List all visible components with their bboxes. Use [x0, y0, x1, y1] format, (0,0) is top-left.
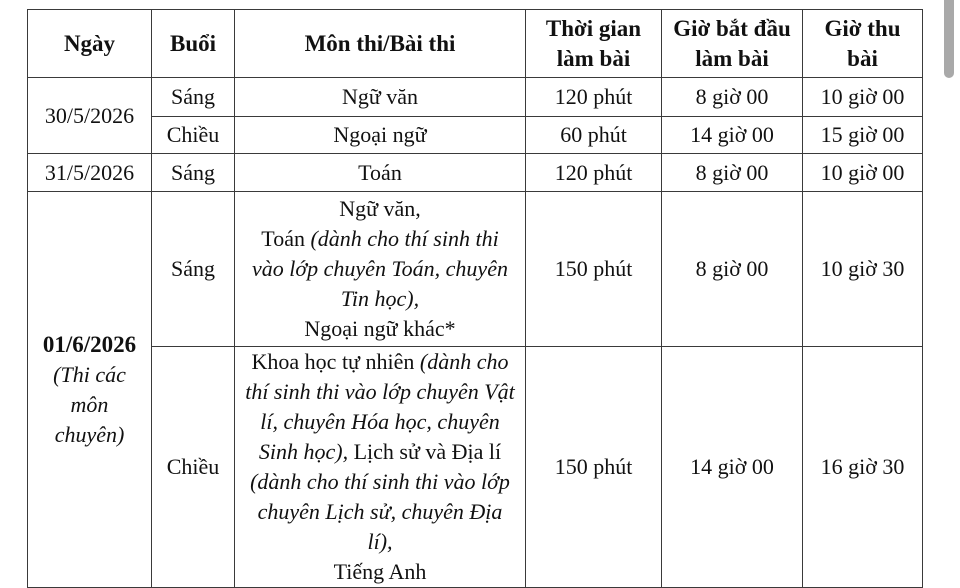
header-start-time: Giờ bắt đầu làm bài	[662, 10, 803, 78]
date-note: (Thi các môn chuyên)	[53, 361, 126, 447]
subject-line: Khoa học tự nhiên	[251, 349, 420, 374]
start-time-cell: 14 giờ 00	[662, 117, 803, 154]
end-time-cell: 10 giờ 00	[803, 154, 923, 192]
table-row	[28, 154, 923, 192]
header-row	[28, 10, 923, 78]
subject-note: (dành cho thí sinh thi vào lớp chuyên Vật lí, chuyên Hóa học, chuyên Sinh học),	[245, 349, 515, 464]
session-cell: Sáng	[152, 154, 235, 192]
exam-schedule-table	[27, 9, 923, 588]
duration-cell: 120 phút	[526, 78, 662, 117]
duration-cell: 150 phút	[526, 192, 662, 347]
end-time-cell: 15 giờ 00	[803, 117, 923, 154]
subject-cell	[235, 192, 526, 347]
start-time-cell: 8 giờ 00	[662, 78, 803, 117]
header-subject: Môn thi/Bài thi	[235, 10, 526, 78]
subject-line: Toán	[261, 226, 311, 251]
date-text: 01/6/2026	[42, 331, 137, 357]
subject-line: Tiếng Anh	[333, 559, 427, 584]
session-cell: Chiều	[152, 117, 235, 154]
subject-note: (dành cho thí sinh thi vào lớp chuyên Lịch sử, chuyên Địa lí),	[250, 469, 510, 554]
subject-cell: Ngoại ngữ	[235, 117, 526, 154]
date-cell: 31/5/2026	[28, 154, 152, 192]
header-duration: Thời gian làm bài	[526, 10, 662, 78]
session-cell: Chiều	[152, 347, 235, 588]
header-session: Buổi	[152, 10, 235, 78]
date-cell: 30/5/2026	[28, 78, 152, 154]
duration-cell: 60 phút	[526, 117, 662, 154]
duration-cell: 150 phút	[526, 347, 662, 588]
end-time-cell: 10 giờ 30	[803, 192, 923, 347]
start-time-cell: 14 giờ 00	[662, 347, 803, 588]
start-time-cell: 8 giờ 00	[662, 192, 803, 347]
table-row	[28, 78, 923, 117]
date-cell	[28, 192, 152, 588]
subject-cell: Ngữ văn	[235, 78, 526, 117]
table-row	[28, 192, 923, 347]
end-time-cell: 16 giờ 30	[803, 347, 923, 588]
header-end-time: Giờ thu bài	[803, 10, 923, 78]
session-cell: Sáng	[152, 78, 235, 117]
end-time-cell: 10 giờ 00	[803, 78, 923, 117]
table-row	[28, 347, 923, 588]
vertical-scrollbar[interactable]	[944, 0, 954, 78]
duration-cell: 120 phút	[526, 154, 662, 192]
subject-cell: Toán	[235, 154, 526, 192]
subject-line: Ngoại ngữ khác*	[304, 316, 456, 341]
header-date: Ngày	[28, 10, 152, 78]
start-time-cell: 8 giờ 00	[662, 154, 803, 192]
session-cell: Sáng	[152, 192, 235, 347]
table-row	[28, 117, 923, 154]
subject-line: Lịch sử và Địa lí	[353, 439, 502, 464]
subject-cell	[235, 347, 526, 588]
subject-note: (dành cho thí sinh thi vào lớp chuyên Toán, chuyên Tin học),	[252, 226, 508, 311]
subject-line: Ngữ văn,	[339, 196, 421, 221]
